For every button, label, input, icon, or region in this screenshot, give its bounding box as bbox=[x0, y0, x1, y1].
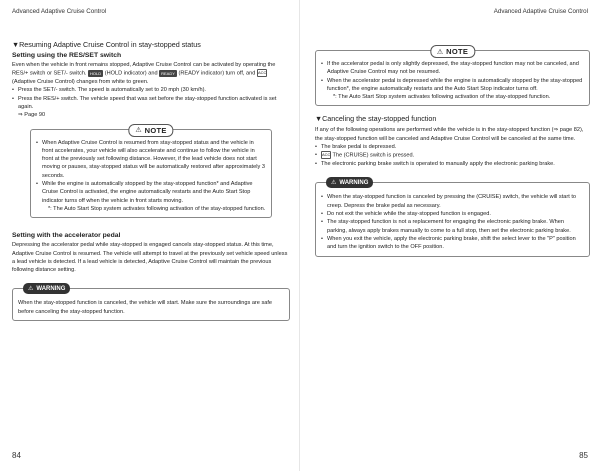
note-footnote: *: The Auto Start Stop system activates following activation of the stay-stopped function. bbox=[48, 205, 266, 212]
list-item: • The brake pedal is depressed. bbox=[315, 143, 590, 151]
warning-header: ⚠ WARNING bbox=[326, 177, 373, 188]
note-box bbox=[315, 47, 590, 106]
list-item: • When Adaptive Cruise Control is resumed from stay-stopped status and the vehicle in front accelerates, your vehicle will also accelerate and continue to follow the vehicle in front at the previously set following distance. However, if the lead vehicle does not start moving or pauses, stay-stopped status will be automatically restored after approximately 3 seconds. bbox=[36, 139, 266, 180]
section-title-cancel: ▼Canceling the stay-stopped function bbox=[315, 114, 437, 124]
list-item: • When the accelerator pedal is depressed while the engine is automatically stopped by the stay-stopped function*, the engine automatically restarts and the Auto Start Stop indicator turns off. bbox=[321, 77, 584, 94]
list-item: • The electronic parking brake switch is operated to manually apply the electronic parking brake. bbox=[315, 160, 590, 168]
list-item: • When you exit the vehicle, apply the electronic parking brake, shift the select lever to the "P" position and turn the ignition switch to the OFF position. bbox=[321, 235, 584, 252]
note-header: ⚠ NOTE bbox=[128, 124, 173, 137]
list-item: • The stay-stopped function is not a replacement for engaging the electronic parking brake. When parking, always apply brakes manually to come to a full stop, then set the electronic parking brake. bbox=[321, 218, 584, 235]
cancel-paragraph: If any of the following operations are performed while the vehicle is in the stay-stopped function (⇒ page 82), the stay-stopped function will be canceled and Adaptive Cruise Control will be canceled at the same time. bbox=[315, 127, 584, 142]
warning-box bbox=[315, 179, 590, 256]
left-page-number: 84 bbox=[12, 451, 21, 460]
note-icon: ⚠ bbox=[436, 48, 444, 56]
right-page-number: 85 bbox=[579, 451, 588, 460]
accelerator-paragraph: Depressing the accelerator pedal while stay-stopped is engaged cancels stay-stopped status. At this time, Adaptive Cruise Control is resumed. The vehicle will attempt to travel at the previously set vehicle speed unless a lead vehicle is detected. If a lead vehicle is detected, Adaptive Cruise Control will maintain the previous following distance setting. bbox=[12, 242, 288, 274]
list-item: • Press the RES/+ switch. The vehicle speed that was set before the stay-stopped function activated is set again. bbox=[12, 95, 290, 112]
list-item: • ACC The (CRUISE) switch is pressed. bbox=[315, 151, 590, 160]
cruise-switch-icon: ACC bbox=[322, 152, 331, 158]
note-icon: ⚠ bbox=[135, 127, 142, 135]
warning-text: When the stay-stopped function is canceled, the vehicle will start. Make sure the surroundings are safe before canceling the stay-stopped function. bbox=[18, 300, 273, 315]
subsection-title-res-set: Setting using the RES/SET switch bbox=[12, 52, 122, 59]
list-item: • Do not exit the vehicle while the stay-stopped function is engaged. bbox=[321, 210, 584, 218]
res-set-paragraph: Even when the vehicle in front remains stopped, Adaptive Cruise Control can be activated by operating the RES/+ switch or SET/- switch. HOLD (HOLD indicator) and READY (READY indicator) turn off, and ACC (Adaptive Cruise Control) changes from white to green. bbox=[12, 62, 276, 86]
section-title: ▼Resuming Adaptive Cruise Control in stay-stopped status bbox=[12, 40, 201, 49]
subsection-title-accelerator: Setting with the accelerator pedal bbox=[12, 232, 121, 240]
ready-indicator-icon: READY bbox=[161, 70, 175, 76]
right-running-header: Advanced Adaptive Cruise Control bbox=[493, 8, 588, 15]
left-running-header: Advanced Adaptive Cruise Control bbox=[12, 8, 107, 15]
warning-icon: ⚠ bbox=[28, 286, 34, 293]
page-reference-link[interactable]: ⇒ Page 90 bbox=[18, 112, 46, 119]
note-footnote: *: The Auto Start Stop system activates following activation of the stay-stopped function. bbox=[333, 94, 551, 101]
list-item: • Press the SET/- switch. The speed is automatically set to 20 mph (30 km/h). bbox=[12, 86, 290, 94]
hold-indicator-icon: HOLD bbox=[90, 70, 102, 76]
right-content bbox=[315, 44, 590, 257]
acc-indicator-icon: ACC bbox=[257, 70, 267, 76]
note-header: ⚠ NOTE bbox=[430, 45, 475, 58]
list-item: • When the stay-stopped function is canceled by pressing the (CRUISE) switch, the vehicle will start to creep. Depress the brake pedal as necessary. bbox=[321, 193, 584, 210]
cancel-list bbox=[315, 143, 590, 168]
list-item: • If the accelerator pedal is only slightly depressed, the stay-stopped function may not be canceled, and Adaptive Cruise Control may not be resumed. bbox=[321, 60, 584, 77]
warning-header: ⚠ WARNING bbox=[23, 283, 70, 294]
warning-icon: ⚠ bbox=[331, 180, 337, 187]
list-item: • While the engine is automatically stopped by the stay-stopped function* and Adaptive Cruise Control is activated, the engine automatically restarts and the Auto Start Stop indicator turns off when the vehicle in front starts moving. bbox=[36, 180, 266, 205]
